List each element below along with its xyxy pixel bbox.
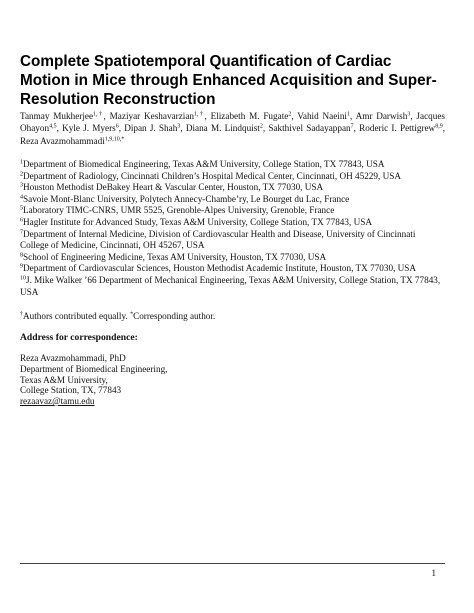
correspondence-email-link[interactable]: rezaavaz@tamu.edu (20, 396, 95, 407)
affiliation-number: 8 (20, 252, 23, 259)
affiliation-text: Savoie Mont-Blanc University, Polytech Annecy-Chambe’ry, Le Bourget du Lac, France (23, 193, 350, 204)
equal-contribution-note: Authors contributed equally. (23, 311, 131, 321)
paper-title: Complete Spatiotemporal Quantification of Cardiac Motion in Mice through Enhanced Acquisition and Super-Resolution Reconstruction (20, 53, 437, 108)
author-name: Diana M. Lindquist (185, 123, 260, 134)
affiliation-text: Department of Radiology, Cincinnati Children’s Hospital Medical Center, Cincinnati, OH 45229, USA (23, 170, 401, 181)
affiliation-item (20, 205, 445, 217)
correspondence-heading: Address for correspondence: (20, 332, 138, 343)
author-name: Vahid Naeini (297, 111, 347, 121)
author-name: Sakthivel Sadayappan (268, 123, 351, 134)
affiliation-number: 6 (20, 217, 23, 224)
author-affiliation-marks: 2 (259, 123, 263, 130)
author-affiliation-marks: 1 (346, 111, 350, 118)
corresponding-author-note: Corresponding author. (133, 311, 216, 321)
author-affiliation-marks: 6 (115, 123, 119, 130)
affiliation-number: 4 (20, 194, 23, 201)
address-line: Department of Biomedical Engineering, (20, 363, 168, 374)
author-affiliation-marks: 1,† (93, 111, 104, 118)
author-name: Kyle J. Myers (62, 123, 116, 134)
author-affiliation-marks: 8,9 (435, 123, 443, 130)
author-name: Amr Darwish (355, 111, 408, 121)
affiliation-item (20, 171, 445, 183)
author-name: Dipan J. Shah (124, 123, 178, 134)
address-line: College Station, TX, 77843 (20, 385, 122, 396)
author-affiliation-marks: 7 (350, 123, 354, 130)
affiliation-text: Laboratory TIMC-CNRS, UMR 5525, Grenoble-Alpes University, Grenoble, France (23, 205, 335, 216)
affiliation-number: 5 (20, 205, 23, 212)
author-name: Jacques Ohayon (20, 111, 445, 134)
author-name: Maziyar Keshavarzian (109, 111, 195, 121)
address-line: Reza Avazmohammadi, PhD (20, 353, 126, 363)
affiliation-list (20, 159, 445, 298)
affiliation-number: 1 (20, 159, 23, 166)
page-number: 1 (431, 568, 436, 578)
author-affiliation-marks: 2 (288, 111, 292, 118)
author-notes (20, 310, 445, 322)
affiliation-text: School of Engineering Medicine, Texas AM University, Houston, TX 77030, USA (23, 251, 327, 262)
affiliation-text: Houston Methodist DeBakey Heart & Vascular Center, Houston, TX 77030, USA (23, 182, 324, 193)
affiliation-item (20, 263, 445, 275)
correspondence-address (20, 353, 320, 407)
affiliation-number: 10 (20, 275, 26, 282)
affiliation-number: 3 (20, 182, 23, 189)
author-name: Reza Avazmohammadi (20, 135, 105, 146)
author-name: Tanmay Mukherjee (20, 111, 94, 121)
affiliation-item (20, 182, 445, 194)
author-name: Roderic I. Pettigrew (359, 123, 436, 134)
affiliation-item (20, 275, 445, 298)
affiliation-item (20, 194, 445, 206)
affiliation-text: Hagler Institute for Advanced Study, Texas A&M University, College Station, TX 77843, USA (23, 216, 372, 227)
affiliation-item (20, 159, 445, 171)
affiliation-item (20, 229, 445, 252)
author-name: Elizabeth M. Fugate (210, 111, 289, 121)
affiliation-text: J. Mike Walker ’66 Department of Mechanical Engineering, Texas A&M University, College Station, TX 77843, USA (20, 274, 441, 297)
affiliation-number: 2 (20, 171, 23, 178)
affiliation-item (20, 252, 445, 264)
affiliation-text: Department of Biomedical Engineering, Texas A&M University, College Station, TX 77843, USA (23, 159, 385, 169)
footer-divider (20, 563, 445, 564)
author-affiliation-marks: 3 (407, 111, 411, 118)
affiliation-text: Department of Internal Medicine, Division of Cardiovascular Health and Disease, University of Cincinnati College of Medicine, Cincinnati, OH 45267, USA (20, 228, 416, 251)
affiliation-text: Department of Cardiovascular Sciences, Houston Methodist Academic Institute, Houston, TX 77030, USA (23, 263, 417, 274)
author-list: Tanmay Mukherjee$^{1,\dagger}$, Maziyar Keshavarzian$^{1,\dagger}$, Elizabeth M. Fugate$^2$, Vahid Naeini$^1$, Amr Darwish$^3$, Jacques Ohayon$^{4,5}$, Kyle J. Myers$^6$, Dipan J. Shah$^3$, Diana M. Lindquist$^2$, Sakthivel Sadayappan$^7$, Roderic I. Pettigrew$^{8,9}$, Reza Avazmohammadi$^{1,9,10,*}$ (20, 111, 445, 146)
address-line: Texas A&M University, (20, 374, 108, 385)
affiliation-item (20, 217, 445, 229)
corresponding-mark: * (130, 311, 134, 318)
author-affiliation-marks: 1,9,10,* (104, 136, 125, 143)
equal-contribution-mark: † (20, 311, 23, 318)
affiliation-number: 9 (20, 263, 23, 270)
author-affiliation-marks: 1,† (194, 111, 205, 118)
affiliation-number: 7 (20, 229, 23, 236)
author-affiliation-marks: 3 (177, 123, 181, 130)
author-affiliation-marks: 4,5 (49, 123, 57, 130)
